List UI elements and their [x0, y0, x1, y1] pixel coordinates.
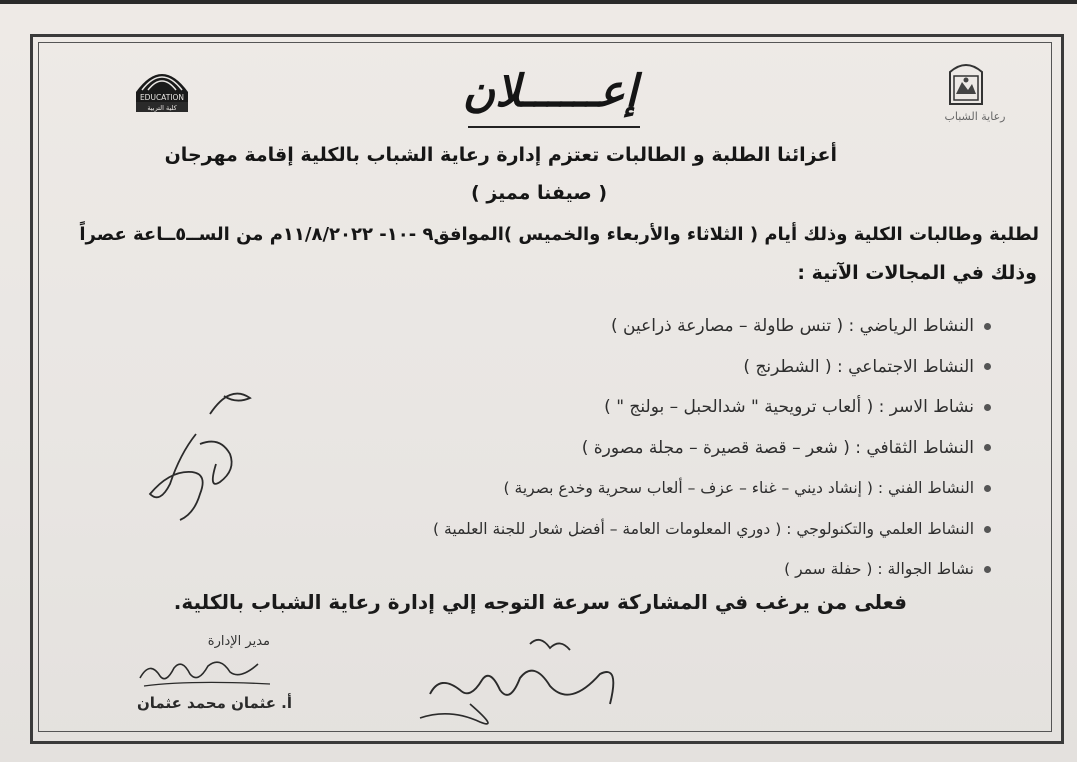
festival-name: ( صيفنا مميز ): [471, 182, 607, 204]
intro-line: أعزائنا الطلبة و الطالبات تعتزم إدارة رعاية الشباب بالكلية إقامة مهرجان: [164, 144, 837, 166]
activities-list: [433, 306, 991, 590]
education-logo: [132, 58, 192, 114]
list-item: النشاط الرياضي : ( تنس طاولة – مصارعة ذراعين ): [433, 306, 991, 347]
manager-signature: [130, 650, 280, 690]
bullet-icon: [984, 444, 991, 451]
manager-title: مدير الإدارة: [207, 634, 270, 649]
fields-intro: وذلك في المجالات الآتية :: [797, 262, 1037, 284]
list-item: النشاط العلمي والتكنولوجي : ( دوري المعلومات العامة – أفضل شعار للجنة العلمية ): [433, 509, 991, 550]
bullet-icon: [984, 404, 991, 411]
youth-welfare-logo: [930, 54, 1020, 124]
bullet-icon: [984, 526, 991, 533]
director-signature: [410, 634, 650, 734]
title-underline: [468, 126, 640, 128]
bullet-icon: [984, 323, 991, 330]
education-logo-subtext: كلية التربية: [147, 104, 177, 112]
announcement-title: إعــــــلان: [462, 66, 638, 117]
education-logo-text: EDUCATION: [139, 93, 185, 102]
announcement-paper: [0, 4, 1077, 762]
dates-line: لطلبة وطالبات الكلية وذلك أيام ( الثلاثاء والأربعاء والخميس )الموافق٩ -١٠- ١١/٨/٢٠٢٢م من الســ٥ــاعة عصراً: [79, 224, 1039, 245]
list-item: النشاط الفني : ( إنشاد ديني – غناء – عزف – ألعاب سحرية وخدع بصرية ): [433, 468, 991, 509]
youth-welfare-caption: رعاية الشباب: [944, 110, 1006, 123]
list-item: النشاط الاجتماعي : ( الشطرنج ): [433, 347, 991, 388]
margin-signature: [140, 374, 260, 524]
list-item: النشاط الثقافي : ( شعر – قصة قصيرة – مجلة مصورة ): [433, 428, 991, 469]
bullet-icon: [984, 363, 991, 370]
list-item: نشاط الاسر : ( ألعاب ترويحية " شدالحبل – بولنج " ): [433, 387, 991, 428]
bullet-icon: [984, 485, 991, 492]
manager-name: أ. عثمان محمد عثمان: [136, 694, 292, 712]
list-item: نشاط الجوالة : ( حفلة سمر ): [433, 549, 991, 590]
bullet-icon: [984, 566, 991, 573]
closing-line: فعلى من يرغب في المشاركة سرعة التوجه إلي إدارة رعاية الشباب بالكلية.: [173, 590, 907, 614]
